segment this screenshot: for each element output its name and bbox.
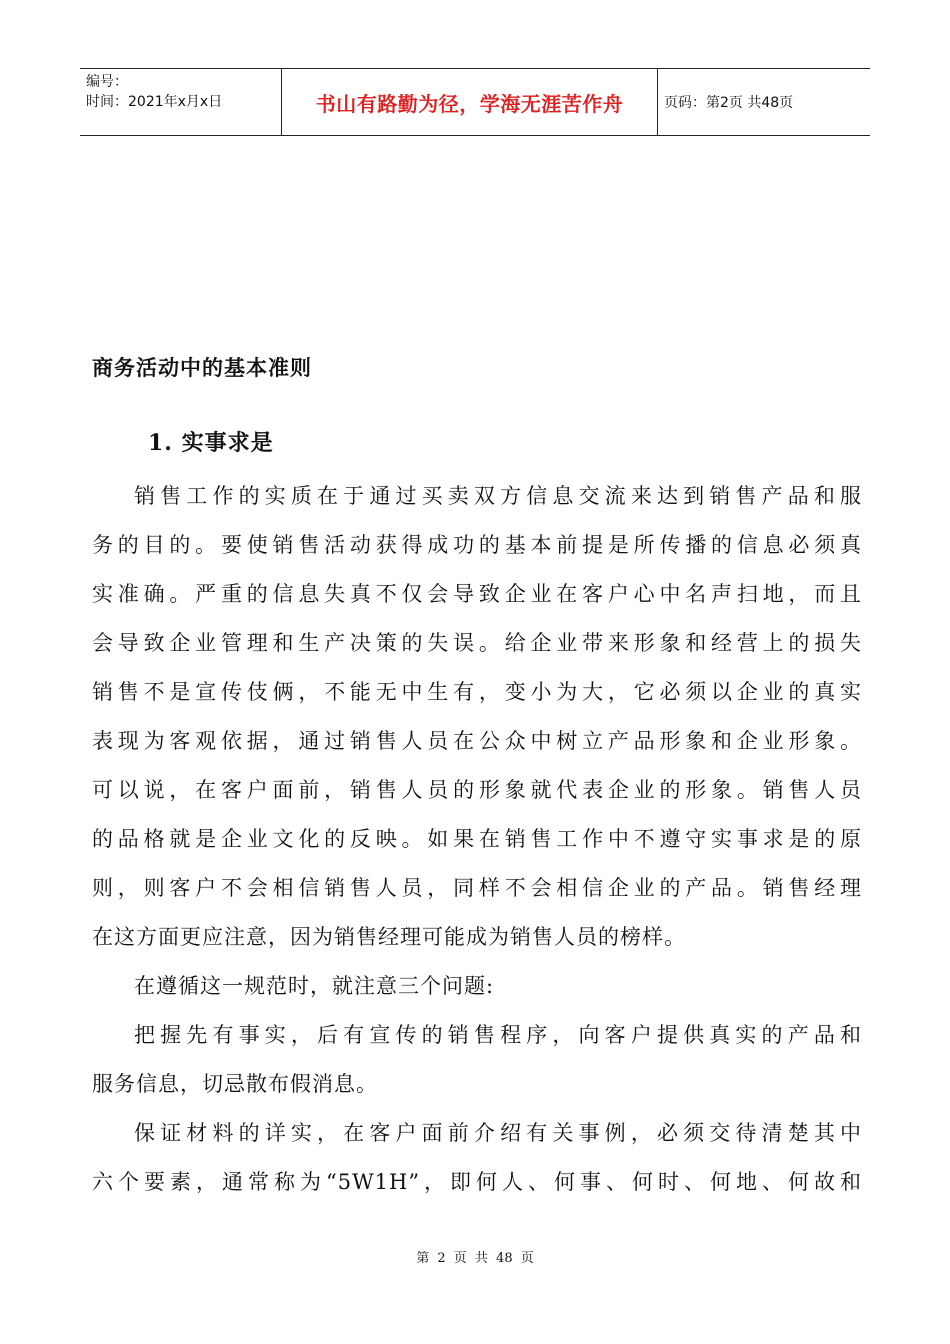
body-line: 销售不是宣传伎俩，不能无中生有，变小为大，它必须以企业的真实	[92, 680, 862, 704]
body-line: 务的目的。要使销售活动获得成功的基本前提是所传播的信息必须真	[92, 533, 862, 557]
header-motto: 书山有路勤为径，学海无涯苦作舟	[282, 69, 658, 135]
body-line: 实准确。严重的信息失真不仅会导致企业在客户心中名声扫地，而且	[92, 582, 862, 606]
document-title: 商务活动中的基本准则	[92, 355, 312, 380]
header-page-info: 页码：第2页 共48页	[664, 95, 794, 111]
body-line: 则，则客户不会相信销售人员，同样不会相信企业的产品。销售经理	[92, 876, 862, 900]
page-footer: 第 2 页 共 48 页	[416, 1251, 534, 1266]
body-line: 表现为客观依据，通过销售人员在公众中树立产品形象和企业形象。	[92, 729, 862, 753]
body-line: 会导致企业管理和生产决策的失误。给企业带来形象和经营上的损失	[92, 631, 862, 655]
body-line: 六个要素，通常称为“5W1H”，即何人、何事、何时、何地、何故和	[92, 1170, 862, 1194]
body-line: 把握先有事实，后有宣传的销售程序，向客户提供真实的产品和	[134, 1023, 862, 1047]
body-line: 的品格就是企业文化的反映。如果在销售工作中不遵守实事求是的原	[92, 827, 862, 851]
body-text	[92, 475, 862, 1210]
body-line: 在这方面更应注意，因为销售经理可能成为销售人员的榜样。	[92, 925, 686, 949]
header-meta-cell	[80, 69, 282, 135]
body-line: 销售工作的实质在于通过买卖双方信息交流来达到销售产品和服	[134, 484, 862, 508]
body-line: 可以说，在客户面前，销售人员的形象就代表企业的形象。销售人员	[92, 778, 862, 802]
body-line: 服务信息，切忌散布假消息。	[92, 1072, 378, 1096]
header-table	[80, 68, 870, 136]
time-label: 时间：2021年x月x日	[86, 94, 223, 110]
code-label: 编号：	[86, 74, 128, 90]
body-line: 在遵循这一规范时，就注意三个问题:	[134, 974, 495, 998]
body-line: 保证材料的详实，在客户面前介绍有关事例，必须交待清楚其中	[134, 1121, 862, 1145]
section-heading: 1. 实事求是	[148, 430, 274, 456]
